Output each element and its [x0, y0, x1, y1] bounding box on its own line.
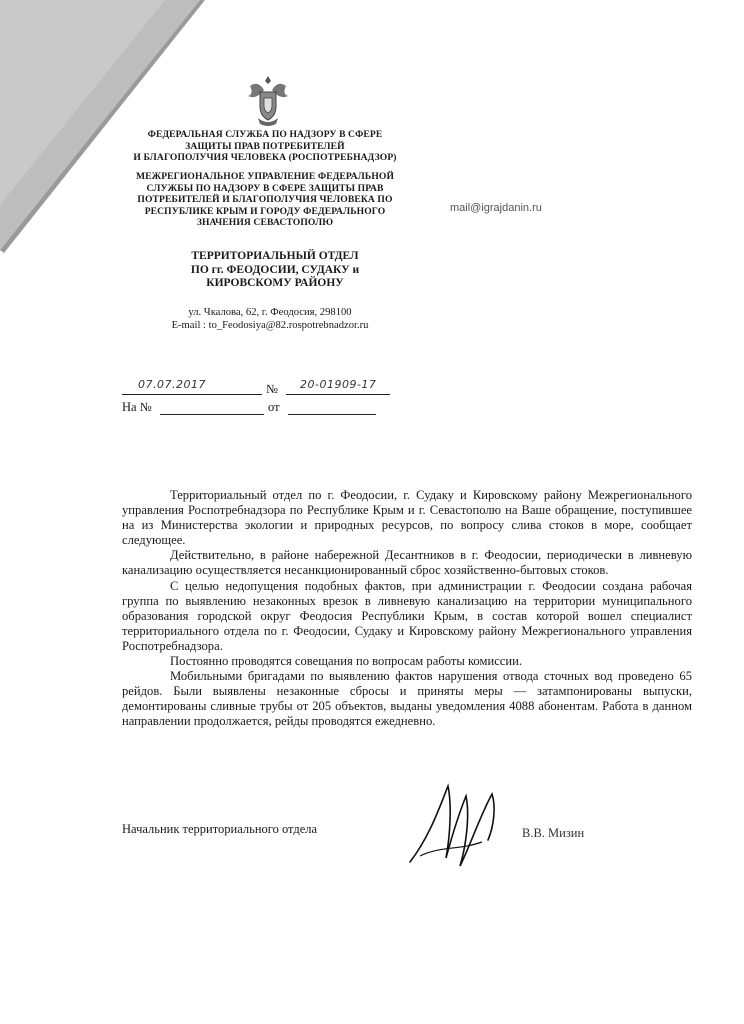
- street-address: ул. Чкалова, 62, г. Феодосия, 298100: [188, 307, 352, 318]
- department-line: ТЕРРИТОРИАЛЬНЫЙ ОТДЕЛ: [191, 250, 359, 262]
- department-line: ПО гг. ФЕОДОСИИ, СУДАКУ и: [190, 263, 360, 276]
- regional-office-block: [110, 171, 420, 229]
- handwritten-signature: [400, 776, 510, 872]
- department-line: КИРОВСКОМУ РАЙОНУ: [206, 277, 344, 289]
- agency-name-block: [110, 129, 420, 164]
- office-email: E-mail : to_Feodosiya@82.rospotrebnadzor.ru: [171, 320, 369, 331]
- number-label: №: [266, 382, 278, 396]
- reference-underline: [160, 414, 264, 415]
- agency-line: ЗАЩИТЫ ПРАВ ПОТРЕБИТЕЛЕЙ: [185, 140, 345, 152]
- from-underline: [288, 414, 376, 415]
- body-paragraph: С целью недопущения подобных фактов, при администрации г. Феодосии создана рабочая группа по выявлению незаконных врезок в ливневую канализацию на территории муниципального образования городской округ Феодосия Республики Крым, в состав которой вошел специалист территориального отдела по г. Феодосии, Судаку и Кировскому району Межрегионального управления Роспотребнадзора.: [122, 578, 692, 653]
- body-paragraph: Постоянно проводятся совещания по вопросам работы комиссии.: [170, 654, 523, 669]
- from-label: от: [268, 400, 280, 414]
- letter-body: [122, 488, 692, 730]
- registration-number: 20-01909-17: [300, 378, 377, 391]
- coat-of-arms-emblem: [244, 72, 292, 128]
- agency-line: И БЛАГОПОЛУЧИЯ ЧЕЛОВЕКА (РОСПОТРЕБНАДЗОР): [133, 152, 397, 163]
- reference-label: На №: [122, 400, 152, 414]
- signatory-name: В.В. Мизин: [522, 826, 585, 840]
- body-paragraph: Действительно, в районе набережной Десантников в г. Феодосии, периодически в ливневую канализацию осуществляется несанкционированный сброс хозяйственно-бытовых стоков.: [122, 548, 692, 578]
- address-block: [140, 306, 400, 332]
- regional-line: СЛУЖБЫ ПО НАДЗОРУ В СФЕРЕ ЗАЩИТЫ ПРАВ: [146, 182, 384, 194]
- regional-line: ПОТРЕБИТЕЛЕЙ И БЛАГОПОЛУЧИЯ ЧЕЛОВЕКА ПО: [137, 194, 393, 205]
- signatory-position: Начальник территориального отдела: [122, 822, 318, 836]
- agency-line: ФЕДЕРАЛЬНАЯ СЛУЖБА ПО НАДЗОРУ В СФЕРЕ: [147, 129, 383, 140]
- number-underline: [286, 394, 390, 395]
- regional-line: МЕЖРЕГИОНАЛЬНОЕ УПРАВЛЕНИЕ ФЕДЕРАЛЬНОЙ: [135, 171, 395, 182]
- regional-line: ЗНАЧЕНИЯ СЕВАСТОПОЛЮ: [196, 217, 334, 228]
- recipient-email: mail@igrajdanin.ru: [450, 202, 542, 214]
- body-paragraph: Мобильными бригадами по выявлению фактов нарушения отвода сточных вод проведено 65 рейдов. Были выявлены незаконные сбросы и приняты меры — затампонированы выпуски, демонтированы сливные трубы от 205 объектов, выданы уведомления 4088 абонентам. Работа в данном направлении продолжается, рейды проводятся ежедневно.: [122, 669, 692, 729]
- registration-date: 07.07.2017: [138, 378, 206, 391]
- department-block: [150, 250, 400, 291]
- date-underline: [122, 394, 262, 395]
- regional-line: РЕСПУБЛИКЕ КРЫМ И ГОРОДУ ФЕДЕРАЛЬНОГО: [144, 205, 386, 217]
- body-paragraph: Территориальный отдел по г. Феодосии, г. Судаку и Кировскому району Межрегионального управления Роспотребнадзора по Республике Крым и г. Севастополю на Ваше обращение, поступившее на из Министерства экологии и природных ресурсов, по вопросу слива стоков в море, сообщает следующее.: [122, 488, 692, 548]
